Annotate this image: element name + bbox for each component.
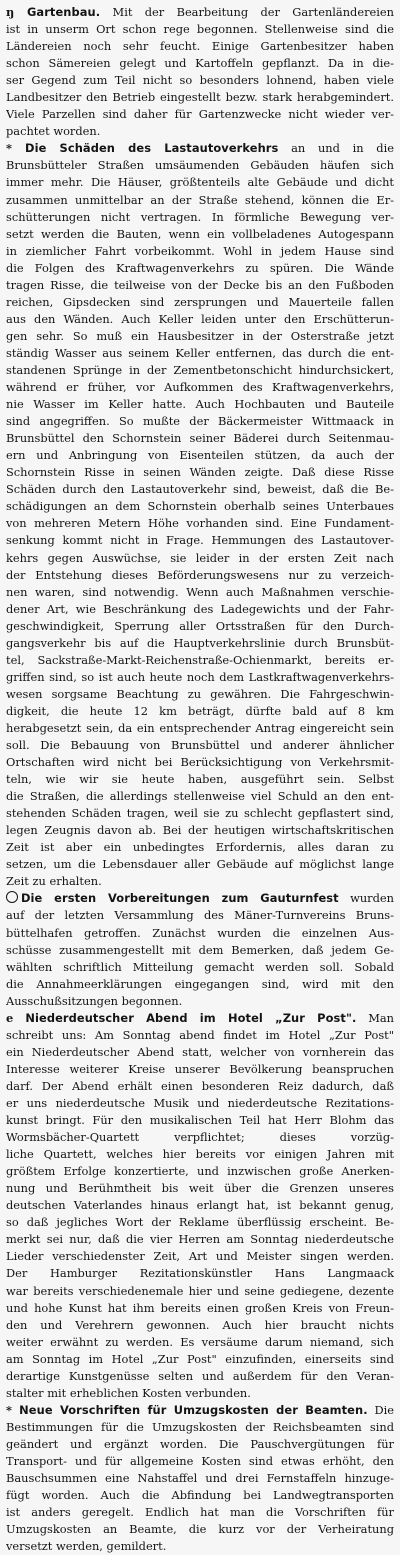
article-line <box>6 1078 394 1095</box>
article-line <box>6 925 394 942</box>
article-line <box>6 839 394 856</box>
article-text: senkung kommt nicht in Frage. Hemmungen des Lastautover- <box>6 533 394 548</box>
article-headline: Niederdeutscher Abend im Hotel „Zur Post". <box>25 1010 357 1025</box>
article-line <box>6 123 394 140</box>
article-text: Interesse weiterer Kreise unserer Bevölkerung beanspruchen <box>6 1061 394 1076</box>
article-line <box>6 907 394 924</box>
article-line <box>6 328 394 345</box>
article-line <box>6 873 394 890</box>
article-line <box>6 243 394 260</box>
article-line <box>6 379 394 396</box>
article-text: ern und Anbringung von Eisenteilen stützen, da auch der <box>6 448 394 463</box>
article-line <box>6 260 394 277</box>
article-text: tel, Sackstraße-Markt-Reichenstraße-Ochienmarkt, bereits er- <box>6 652 394 667</box>
article-line <box>6 805 394 822</box>
article-text: büttelhafen getroffen. Zunächst wurden die einzelnen Aus- <box>6 925 394 940</box>
article-text: stalter mit erheblichen Kosten verbunden. <box>6 1385 251 1400</box>
article-text: Die <box>367 1402 394 1417</box>
article-line <box>6 1436 394 1453</box>
article-text: geschwindigkeit, Sperrung aller Ortsstraßen für den Durch- <box>6 618 394 633</box>
article-line <box>6 1044 394 1061</box>
article-line <box>6 4 394 21</box>
article-line <box>6 1129 394 1146</box>
article-text: setzen, um die Lebensdauer aller Gebäude auf möglichst lange <box>6 857 394 872</box>
article-line <box>6 635 394 652</box>
article-headline: Neue Vorschriften für Umzugskosten der Beamten. <box>19 1402 368 1417</box>
article-text: Der Hamburger Rezitationskünstler Hans Langmaack <box>6 1266 394 1281</box>
article-text: griffen sind, so ist auch heute noch dem Lastkraftwagenverkehrs- <box>6 669 394 684</box>
article-text: geändert und ergänzt worden. Die Pauschvergütungen für <box>6 1436 394 1451</box>
article-line <box>6 481 394 498</box>
article-text: schüsse zusammengestellt mit dem Bemerken, daß jedem Ge- <box>6 942 394 957</box>
article-line <box>6 106 394 123</box>
article-text: nen waren, sind notwendig. Wenn auch Maßnahmen verschie- <box>6 584 394 599</box>
article-marker: e <box>6 1010 26 1025</box>
article-text: war bereits verschiedenemale hier und seine gediegene, dezente <box>6 1283 394 1298</box>
article-line <box>6 157 394 174</box>
article-text: darf. Der Abend erhält einen besonderen Reiz dadurch, daß <box>6 1078 394 1093</box>
article-line <box>6 550 394 567</box>
article-line <box>6 856 394 873</box>
article-text: Bauschsummen eine Nahstaffel und drei Fernstaffeln hinzuge- <box>6 1471 394 1486</box>
article-line <box>6 294 394 311</box>
article-text: die Annahmeerklärungen eingegangen sind, wird mit den <box>6 976 394 991</box>
article-line <box>6 1146 394 1163</box>
article-line <box>6 1521 394 1538</box>
article-marker: ŋ <box>6 5 27 19</box>
article-line <box>6 1368 394 1385</box>
article-line <box>6 703 394 720</box>
article-line <box>6 311 394 328</box>
article-text: zusammen unmittelbar an der Straße stehend, können die Er- <box>6 192 394 207</box>
article-line <box>6 567 394 584</box>
article-line <box>6 1283 394 1300</box>
article-text: gen sehr. So muß ein Hausbesitzer in der Osterstraße jetzt <box>6 328 394 343</box>
article-text: in ziemlicher Fahrt vorbeikommt. Wohl in jedem Hause sind <box>6 243 394 258</box>
article-line <box>6 430 394 447</box>
article-text: Umzugskosten an Beamte, die kurz vor der Verheiratung <box>6 1522 394 1537</box>
article-line <box>6 38 394 55</box>
article <box>6 140 394 890</box>
article-text: Zeit ist aber ein unbedingtes Erfordernis, alles daran zu <box>6 840 394 855</box>
article-line <box>6 1419 394 1436</box>
article-text: kehrs gegen Auswüchse, sie leider in der ersten Zeit nach <box>6 550 394 565</box>
article-text: Brunsbütteler Straßen umsäumenden Gebäuden häufen sich <box>6 158 394 173</box>
article-line <box>6 413 394 430</box>
article-text: der Entstehung dieses Beförderungswesens nur zu verzeich- <box>6 567 394 582</box>
article-line <box>6 1317 394 1334</box>
article-text: den und Verehrern gewonnen. Auch hier braucht nichts <box>6 1317 394 1332</box>
article-text: ein Niederdeutscher Abend statt, welcher von vornherein das <box>6 1044 394 1059</box>
article-text: dener Art, wie Beschränkung des Ladegewichts und der Fahr- <box>6 601 394 616</box>
article-line <box>6 72 394 89</box>
article <box>6 4 394 140</box>
article-text: standenen Sprünge in der Zementbetonschicht hindurchsickert, <box>6 362 394 377</box>
article-line <box>6 55 394 72</box>
article-text: fügt worden. Auch die Abfindung bei Landwegtransporten <box>6 1488 394 1503</box>
article-line <box>6 226 394 243</box>
article-text: reichen, Gipsdecken sind zersprungen und Mauerteile fallen <box>6 294 394 309</box>
article-text: digkeit, die heute 12 km beträgt, dürfte bald auf 8 km <box>6 703 394 718</box>
article-line <box>6 890 394 907</box>
article <box>6 1402 394 1555</box>
article-text: Viele Parzellen sind daher für Gartenzwecke nicht wieder ver- <box>6 107 394 122</box>
article-text: stehenden Schäden tragen, weil sie zu schlecht gepflastert sind, <box>6 806 394 821</box>
article-text: weiter erwähnt zu werden. Es versäume darum niemand, sich <box>6 1334 394 1349</box>
article-text: während er früher, vor Aufkommen des Kraftwagenverkehrs, <box>6 380 394 395</box>
article-line <box>6 192 394 209</box>
article-text: Bestimmungen für die Umzugskosten der Reichsbeamten sind <box>6 1419 394 1434</box>
article-text: legen Zeugnis davon ab. Bei der heutigen wirtschaftskritischen <box>6 823 394 838</box>
article-line <box>6 464 394 481</box>
article-line <box>6 771 394 788</box>
article-text: herabgesetzt sein, da ein entsprechender Antrag eingereicht sein <box>6 720 394 735</box>
article-line <box>6 720 394 737</box>
article-line <box>6 822 394 839</box>
article-line <box>6 788 394 805</box>
article-text: teln, wie wir sie heute haben, ausgeführt sein. Selbst <box>6 772 394 787</box>
article-text: nie Wasser im Keller hatte. Auch Hochbauten und Bauteile <box>6 397 394 412</box>
article-text: von mehreren Metern Höhe vorhanden sind. Eine Fundament- <box>6 516 394 531</box>
article-text: Ausschußsitzungen begonnen. <box>6 993 183 1008</box>
article-text: die Straßen, die allerdings stellenweise viel Schuld an den ent- <box>6 789 394 804</box>
article-text: derartige Kunstgenüsse selten und außerdem für den Veran- <box>6 1368 394 1383</box>
article-line <box>6 959 394 976</box>
article-line <box>6 1504 394 1521</box>
article-text: Ortschaften wird nicht bei Berücksichtigung von Verkehrsmit- <box>6 755 394 770</box>
article-text: und hohe Kunst hat ihm bereits einen großen Kreis von Freun- <box>6 1300 394 1315</box>
article-text: die Folgen des Kraftwagenverkehrs zu spüren. Die Wände <box>6 260 394 275</box>
article-text: ständig Wasser aus seinem Keller entfernen, das durch die ent- <box>6 345 394 360</box>
article-line <box>6 737 394 754</box>
article-line <box>6 1300 394 1317</box>
article-line <box>6 1163 394 1180</box>
article-line <box>6 1197 394 1214</box>
article-line <box>6 89 394 106</box>
article-text: tragen Risse, die teilweise von der Decke bis an den Fußboden <box>6 277 394 292</box>
article-text: gangsverkehr bis auf die Hauptverkehrslinie durch Brunsbüt- <box>6 635 394 650</box>
article-text: wesen sorgsame Beachtung zu gewähren. Die Fahrgeschwin- <box>6 686 394 701</box>
article-text: ist in unserm Ort schon rege begonnen. Stellenweise sind die <box>6 22 394 37</box>
article-line <box>6 447 394 464</box>
article-line <box>6 754 394 771</box>
article-text: Lieder verschiedenster Zeit, Art und Meister singen werden. <box>6 1249 394 1264</box>
article-line <box>6 396 394 413</box>
article-text: liche Quartett, welches hier bereits vor einigen Jahren mit <box>6 1147 394 1162</box>
article-text: Wormsbächer-Quartett verpflichtet; dieses vorzüg- <box>6 1130 394 1145</box>
article-line <box>6 532 394 549</box>
article-text: nung und Berühmtheit bis weit über die Grenzen unseres <box>6 1181 394 1196</box>
article-line <box>6 993 394 1010</box>
article-line <box>6 976 394 993</box>
article-text: merkt sei nur, daß die vier Herren am Sonntag niederdeutsche <box>6 1232 394 1247</box>
article-line <box>6 618 394 635</box>
article-text: schreibt uns: Am Sonntag abend findet im Hotel „Zur Post" <box>6 1027 394 1042</box>
article-text: sind angegriffen. So mußte der Bäckermeister Wittmaack in <box>6 414 394 429</box>
article-line <box>6 1112 394 1129</box>
article-line <box>6 362 394 379</box>
article-headline: Die ersten Vorbereitungen zum Gauturnfest <box>21 891 339 906</box>
article-text: er uns niederdeutsche Musik und niederdeutsche Rezitations- <box>6 1096 394 1110</box>
article-line <box>6 1214 394 1231</box>
article-line <box>6 652 394 669</box>
article-marker: * <box>6 141 26 156</box>
article-line <box>6 345 394 362</box>
article-headline: Die Schäden des Lastautoverkehrs <box>25 141 279 156</box>
article-text: kunst bringt. Für den musikalischen Teil hat Herr Blohm das <box>6 1113 394 1128</box>
article-line <box>6 942 394 959</box>
article-text: größtem Erfolge konzertierte, und inzwischen große Anerken- <box>6 1164 394 1179</box>
article-text: immer mehr. Die Häuser, größtenteils alte Gebäude und dicht <box>6 175 394 190</box>
article-line <box>6 174 394 191</box>
circle-bullet-icon <box>6 891 18 903</box>
article-line <box>6 1402 394 1419</box>
article-text: schütterungen nicht vertragen. In förmliche Bewegung ver- <box>6 209 394 224</box>
article-marker: * <box>6 1402 20 1417</box>
article-text: deutschen Vaterlandes hinaus erlangt hat, ist bekannt genug, <box>6 1198 394 1213</box>
article-line <box>6 1470 394 1487</box>
article-line <box>6 1453 394 1470</box>
article-line <box>6 209 394 226</box>
article-line <box>6 1095 394 1112</box>
article <box>6 1010 394 1402</box>
article-text: Ländereien noch sehr feucht. Einige Gartenbesitzer haben <box>6 39 394 54</box>
article-line <box>6 584 394 601</box>
article-text: Brunsbüttel den Schornstein seiner Bäderei durch Seitenmau- <box>6 431 394 446</box>
article-text: Schäden durch den Lastautoverkehr sind, beweist, daß die Be- <box>6 482 394 497</box>
article-text: Transport- und für allgemeine Kosten sind etwas erhöht, den <box>6 1453 394 1468</box>
article-line <box>6 1351 394 1368</box>
article-line <box>6 1334 394 1351</box>
article-line <box>6 140 394 157</box>
article-text: aus den Wänden. Auch Keller leiden unter den Erschütterun- <box>6 311 394 326</box>
article-line <box>6 1061 394 1078</box>
article-line <box>6 1265 394 1282</box>
article-text: Schornstein Risse in seinen Wänden zeigte. Daß diese Risse <box>6 465 394 480</box>
article-line <box>6 1248 394 1265</box>
article-line <box>6 277 394 294</box>
article-line <box>6 498 394 515</box>
article-line <box>6 1231 394 1248</box>
article-text: wurden <box>338 891 394 906</box>
article-line <box>6 515 394 532</box>
article-text: Man <box>356 1010 394 1025</box>
article-line <box>6 1010 394 1027</box>
article-line <box>6 1385 394 1402</box>
article-text: wählten schriftlich Mitteilung gemacht werden soll. Sobald <box>6 959 394 974</box>
article-line <box>6 1538 394 1555</box>
article-text: Landbesitzer den Betrieb eingestellt bezw. stark herabgemindert. <box>6 90 394 105</box>
article <box>6 890 394 1009</box>
article-text: pachtet worden. <box>6 124 101 139</box>
article-text: schon Sämereien gelegt und Kartoffeln gepflanzt. Da in die- <box>6 56 394 71</box>
article-text: so daß jegliches Wort der Reklame überflüssig erscheint. Be- <box>6 1215 394 1230</box>
article-text: an und in die <box>278 141 394 156</box>
article-text: am Sonntag im Hotel „Zur Post" einzufinden, einerseits sind <box>6 1351 394 1366</box>
article-headline: Gartenbau. <box>26 5 101 19</box>
article-line <box>6 669 394 686</box>
article-text: setzt werden die Bauten, wenn ein vollbeladenes Autogespann <box>6 226 394 241</box>
article-text: schädigungen an dem Schornstein oberhalb seines Unterbaues <box>6 499 394 514</box>
article-line <box>6 1180 394 1197</box>
article-text: Mit der Bearbeitung der Gartenländereien <box>100 5 394 19</box>
article-line <box>6 21 394 38</box>
article-text: ser Gegend zum Teil nicht so besonders lohnend, haben viele <box>6 73 394 88</box>
article-text: ist anders geregelt. Endlich hat man die Vorschriften für <box>6 1505 394 1520</box>
article-line <box>6 1487 394 1504</box>
article-line <box>6 601 394 618</box>
article-text: Zeit zu erhalten. <box>6 874 102 889</box>
article-text: versetzt werden, gemildert. <box>6 1539 167 1554</box>
article-text: auf der letzten Versammlung des Mäner-Turnvereins Bruns- <box>6 908 394 923</box>
article-line <box>6 686 394 703</box>
article-line <box>6 1027 394 1044</box>
article-text: soll. Die Bebauung von Brunsbüttel und anderer ähnlicher <box>6 738 394 753</box>
